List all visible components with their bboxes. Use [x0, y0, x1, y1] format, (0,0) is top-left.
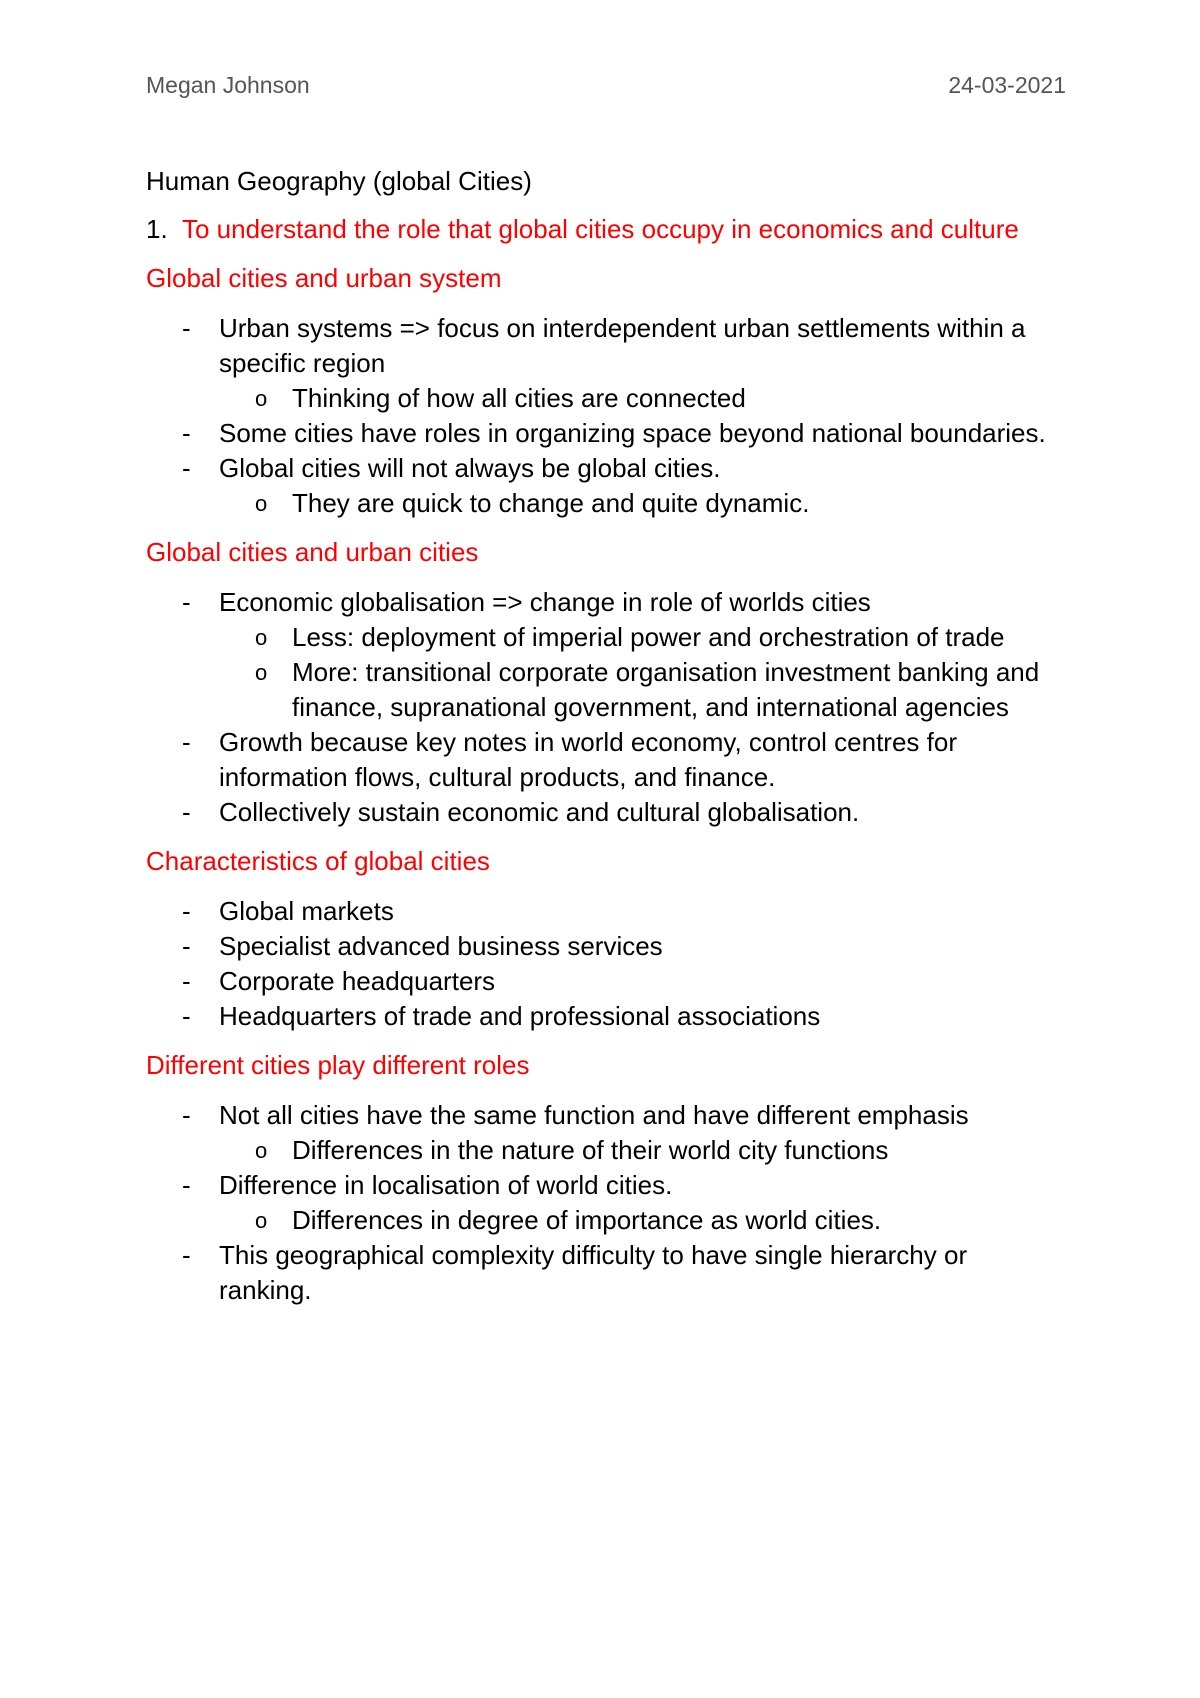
page-header: [146, 70, 1066, 100]
bullet-list: [146, 585, 1066, 830]
sub-list-item-text: Differences in degree of importance as world cities.: [292, 1205, 882, 1235]
bullet-list: [146, 311, 1066, 521]
sub-list-item: [255, 1203, 1066, 1238]
sub-list-item: [255, 381, 1066, 416]
list-item-body: [219, 999, 1066, 1034]
sub-list-wrapper: [146, 486, 1066, 521]
sub-list-item-text: They are quick to change and quite dynamic.: [292, 488, 810, 518]
sub-bullet-list: [146, 620, 1066, 725]
list-item-text: Headquarters of trade and professional associations: [219, 1001, 821, 1031]
learning-objective: [146, 212, 1066, 247]
objective-text: To understand the role that global cities occupy in economics and culture: [182, 214, 1019, 244]
circle-bullet-icon: o: [255, 491, 268, 516]
circle-bullet-icon: o: [255, 1208, 268, 1233]
list-item-body: [219, 311, 1066, 381]
sub-list-item-text: Less: deployment of imperial power and orchestration of trade: [292, 622, 1005, 652]
objective-number: 1.: [146, 214, 168, 244]
list-item-body: [219, 1098, 1066, 1133]
dash-bullet-icon: -: [182, 797, 191, 827]
dash-bullet-icon: -: [182, 1001, 191, 1031]
bullet-list: [146, 1098, 1066, 1308]
circle-bullet-icon: o: [255, 625, 268, 650]
list-item-text: Specialist advanced business services: [219, 931, 663, 961]
section-heading: Global cities and urban system: [146, 263, 502, 293]
list-item-text: Corporate headquarters: [219, 966, 496, 996]
list-item-text: Global markets: [219, 896, 394, 926]
list-item: [146, 795, 1066, 830]
document-title: Human Geography (global Cities): [146, 166, 532, 196]
dash-bullet-icon: -: [182, 1240, 191, 1270]
sub-list-wrapper: [146, 1133, 1066, 1168]
list-item-text: Urban systems => focus on interdependent urban settlements within a specific region: [219, 313, 1026, 378]
notes-sections: [146, 261, 1066, 1308]
list-item-text: Growth because key notes in world economy, control centres for information flows, cultural products, and finance.: [219, 727, 957, 792]
sub-list-wrapper: [146, 381, 1066, 416]
dash-bullet-icon: -: [182, 931, 191, 961]
list-item: [146, 999, 1066, 1034]
dash-bullet-icon: -: [182, 418, 191, 448]
document-date: 24-03-2021: [948, 72, 1066, 98]
dash-bullet-icon: -: [182, 966, 191, 996]
bullet-list: [146, 894, 1066, 1034]
list-item: [146, 929, 1066, 964]
list-item-body: [219, 929, 1066, 964]
list-item-body: [219, 416, 1066, 451]
dash-bullet-icon: -: [182, 1100, 191, 1130]
list-item: [146, 416, 1066, 451]
section-heading: Different cities play different roles: [146, 1050, 530, 1080]
author-name: Megan Johnson: [146, 72, 310, 98]
list-item: [146, 451, 1066, 486]
circle-bullet-icon: o: [255, 1138, 268, 1163]
section-heading: Global cities and urban cities: [146, 537, 479, 567]
notes-section: [146, 844, 1066, 1034]
list-item-text: Not all cities have the same function and have different emphasis: [219, 1100, 969, 1130]
document-page: [146, 70, 1066, 1308]
sub-bullet-list: [146, 1203, 1066, 1238]
list-item: [146, 1098, 1066, 1133]
section-heading: Characteristics of global cities: [146, 846, 490, 876]
sub-bullet-list: [146, 1133, 1066, 1168]
list-item: [146, 585, 1066, 620]
sub-list-item-text: Thinking of how all cities are connected: [292, 383, 746, 413]
list-item-text: Difference in localisation of world cities.: [219, 1170, 673, 1200]
notes-section: [146, 535, 1066, 830]
list-item-text: This geographical complexity difficulty to have single hierarchy or ranking.: [219, 1240, 968, 1305]
dash-bullet-icon: -: [182, 1170, 191, 1200]
sub-list-item-text: More: transitional corporate organisation investment banking and finance, supranational government, and international agencies: [292, 657, 1040, 722]
list-item-body: [219, 725, 1066, 795]
notes-section: [146, 1048, 1066, 1308]
list-item: [146, 725, 1066, 795]
circle-bullet-icon: o: [255, 660, 268, 685]
dash-bullet-icon: -: [182, 896, 191, 926]
list-item: [146, 894, 1066, 929]
dash-bullet-icon: -: [182, 453, 191, 483]
sub-bullet-list: [146, 381, 1066, 416]
circle-bullet-icon: o: [255, 386, 268, 411]
dash-bullet-icon: -: [182, 587, 191, 617]
dash-bullet-icon: -: [182, 727, 191, 757]
sub-list-item: [255, 620, 1066, 655]
sub-list-wrapper: [146, 620, 1066, 725]
sub-list-item: [255, 486, 1066, 521]
list-item-body: [219, 585, 1066, 620]
list-item-body: [219, 1168, 1066, 1203]
sub-list-item: [255, 1133, 1066, 1168]
sub-bullet-list: [146, 486, 1066, 521]
list-item-body: [219, 1238, 1066, 1308]
list-item-text: Global cities will not always be global cities.: [219, 453, 721, 483]
sub-list-item: [255, 655, 1066, 725]
list-item: [146, 311, 1066, 381]
list-item-text: Some cities have roles in organizing space beyond national boundaries.: [219, 418, 1046, 448]
notes-section: [146, 261, 1066, 521]
list-item: [146, 1238, 1066, 1308]
dash-bullet-icon: -: [182, 313, 191, 343]
sub-list-wrapper: [146, 1203, 1066, 1238]
list-item-body: [219, 451, 1066, 486]
list-item-body: [219, 964, 1066, 999]
list-item: [146, 964, 1066, 999]
list-item-body: [219, 795, 1066, 830]
sub-list-item-text: Differences in the nature of their world city functions: [292, 1135, 889, 1165]
list-item-text: Economic globalisation => change in role of worlds cities: [219, 587, 871, 617]
list-item-body: [219, 894, 1066, 929]
list-item-text: Collectively sustain economic and cultural globalisation.: [219, 797, 860, 827]
list-item: [146, 1168, 1066, 1203]
